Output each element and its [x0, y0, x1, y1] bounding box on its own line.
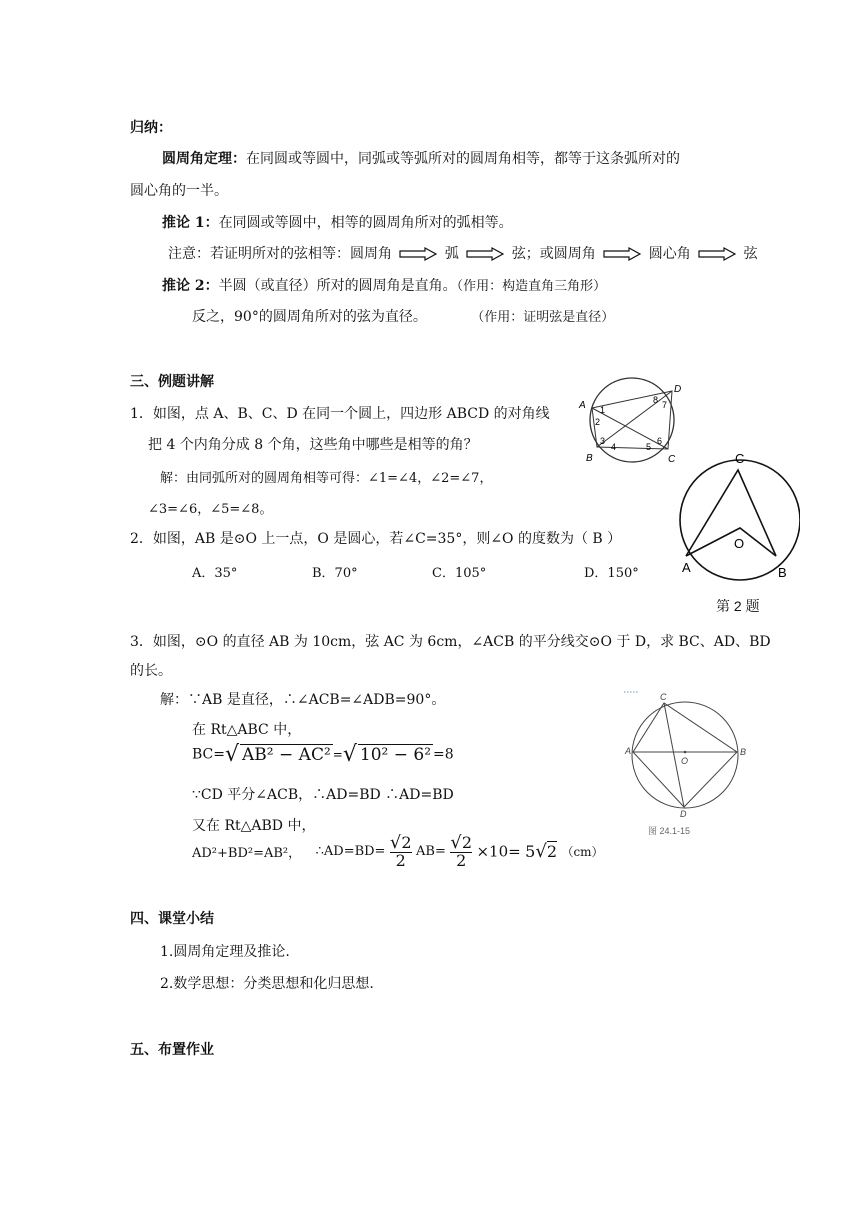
fig1-angle-7: 7 [662, 400, 668, 410]
q2-option-b: B．70° [312, 566, 358, 581]
theorem-line-1 [162, 148, 680, 168]
q1-line-1: 1．如图，点 A、B、C、D 在同一个圆上，四边形 ABCD 的对角线 [130, 406, 550, 422]
fig1-angle-1: 1 [600, 405, 606, 415]
figure-2-central-angle [672, 446, 800, 582]
fig1-angle-6: 6 [657, 436, 663, 446]
converse-use: （作用：证明弦是直径） [471, 310, 615, 325]
implies-arrow-icon [603, 247, 641, 261]
q1-solution-1: 解：由同弧所对的圆周角相等可得：∠1=∠4，∠2=∠7， [160, 471, 493, 486]
theorem-text-1: 在同圆或等圆中，同弧或等弧所对的圆周角相等，都等于这条弧所对的 [246, 151, 680, 167]
note-part-1: 注意：若证明所对的弦相等：圆周角 [168, 246, 392, 262]
figure-2-caption: 第 2 题 [716, 598, 760, 614]
fig2-label-a: A [682, 560, 691, 575]
note-part-4: 圆心角 [648, 246, 691, 262]
converse-line [192, 306, 614, 326]
radical-icon: √ [342, 742, 357, 767]
fig3-label-d: D [680, 809, 687, 819]
fig2-label-o: O [734, 536, 745, 551]
fig3-label-b: B [740, 747, 747, 757]
fig1-label-c: C [668, 454, 676, 465]
wrapup-item-2: 2.数学思想：分类思想和化归思想. [160, 976, 374, 992]
summary-heading: 归纳： [130, 120, 172, 136]
corollary-2-label: 推论 2： [162, 278, 219, 294]
fig1-angle-4: 4 [611, 442, 617, 452]
figure-3-caption: 图 24.1-15 [648, 826, 691, 836]
fig1-label-a: A [579, 400, 586, 411]
homework-heading: 五、布置作业 [130, 1042, 214, 1058]
q3-solution-4: ∵CD 平分∠ACB，∴AD=BD ∴AD=BD [192, 787, 454, 803]
q3-solution-5: 又在 Rt△ABD 中， [192, 818, 316, 834]
corollary-1-text: 在同圆或等圆中，相等的圆周角所对的弧相等。 [218, 215, 513, 231]
corollary-2-use: （作用：构造直角三角形） [456, 279, 607, 294]
radicand-1: AB² − AC² [242, 745, 331, 765]
fraction-sqrt2-over-2: $\frac{√2}{2}$ [390, 834, 412, 866]
q3-solution-2: 在 Rt△ABC 中， [192, 722, 302, 738]
q2-option-c: C．105° [432, 566, 487, 581]
radicand-2: 10² − 6² [359, 745, 432, 765]
corollary-2 [162, 275, 606, 295]
implies-arrow-icon [466, 247, 504, 261]
q2-option-a: A．35° [192, 566, 238, 581]
note-line [168, 243, 758, 263]
corollary-1-label: 推论 1： [162, 215, 219, 231]
fraction-sqrt2-over-2: $\frac{√2}{2}$ [450, 834, 472, 866]
corollary-1 [162, 212, 513, 232]
wrapup-heading: 四、课堂小结 [130, 911, 214, 927]
q3-solution-3: BC=√ AB² − AC² =√ 10² − 6² =8 [192, 742, 454, 767]
fig1-label-b: B [586, 453, 593, 464]
theorem-label: 圆周角定理： [162, 151, 246, 167]
theorem-text-2: 圆心角的一半。 [130, 183, 228, 199]
q3-solution-6: AD²+BD²=AB²， ∴AD=BD= $\frac{√2}{2}$ AB= $\frac{√2}{2}$ ×10= 5√2 （cm） [192, 834, 604, 866]
implies-arrow-icon [399, 247, 437, 261]
fig1-angle-3: 3 [600, 436, 606, 446]
fig3-label-o: O [681, 756, 689, 766]
q2-option-d: D．150° [584, 566, 639, 581]
note-part-5: 弦 [743, 246, 758, 262]
figure-3-diameter-circle [616, 688, 776, 840]
q2-line: 2．如图，AB 是⊙O 上一点，O 是圆心，若∠C=35°，则∠O 的度数为（ B ） [130, 531, 622, 547]
fig1-angle-2: 2 [595, 417, 601, 427]
wrapup-item-1: 1.圆周角定理及推论. [160, 944, 290, 960]
fig1-angle-8: 8 [653, 395, 659, 405]
corollary-2-text: 半圆（或直径）所对的圆周角是直角。 [218, 278, 457, 294]
examples-heading: 三、例题讲解 [130, 374, 214, 390]
q1-solution-2: ∠3=∠6，∠5=∠8。 [148, 502, 273, 517]
fig1-label-d: D [674, 384, 682, 395]
fig3-label-c: C [660, 692, 667, 702]
q3-line-1: 3．如图，⊙O 的直径 AB 为 10cm，弦 AC 为 6cm，∠ACB 的平分线交⊙O 于 D，求 BC、AD、BD [130, 634, 771, 650]
fig2-label-c: C [735, 451, 745, 466]
fig2-label-b: B [778, 565, 787, 580]
q3-solution-1: 解：∵AB 是直径，∴∠ACB=∠ADB=90°。 [160, 692, 446, 708]
radical-icon: √ [225, 742, 240, 767]
implies-arrow-icon [698, 247, 736, 261]
q1-line-2: 把 4 个内角分成 8 个角，这些角中哪些是相等的角？ [148, 437, 478, 453]
fig3-label-a: A [625, 746, 632, 756]
converse-text: 反之，90°的圆周角所对的弦为直径。 [192, 309, 427, 325]
note-part-2: 弧 [444, 246, 459, 262]
q3-line-2: 的长。 [130, 663, 172, 679]
note-part-3: 弦；或圆周角 [511, 246, 596, 262]
fig1-angle-5: 5 [646, 442, 652, 452]
